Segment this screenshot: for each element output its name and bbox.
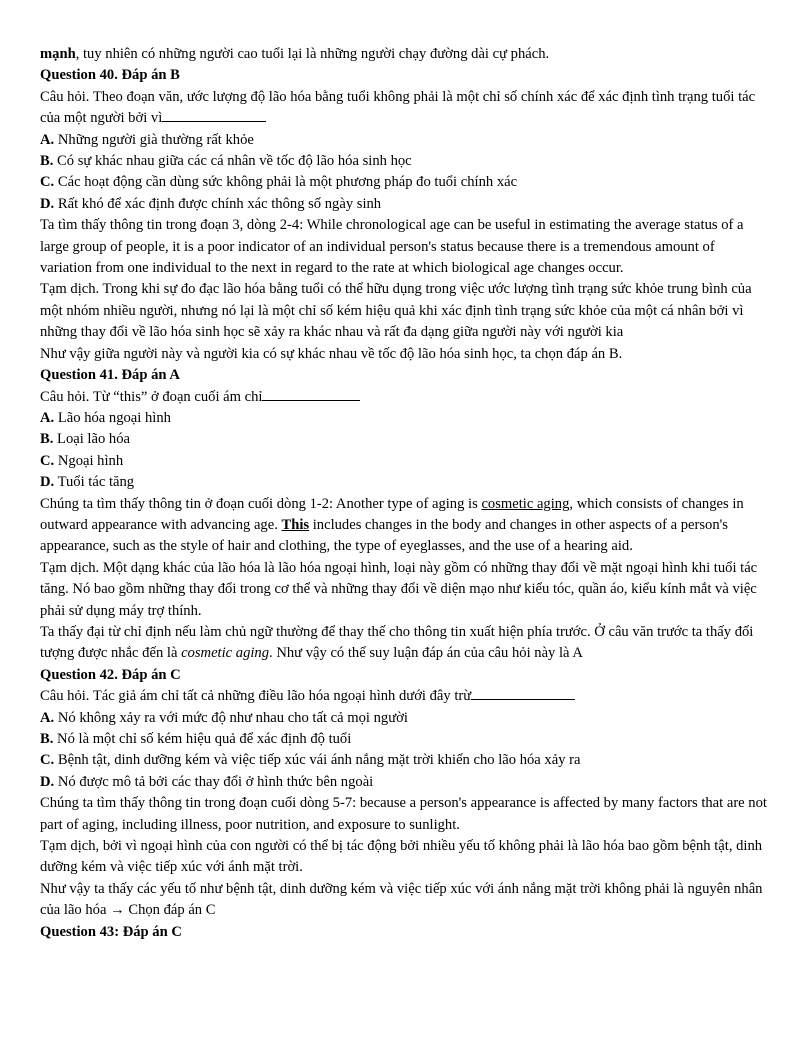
q42-conclusion: Như vậy ta thấy các yếu tố như bệnh tật, dinh dưỡng kém và việc tiếp xúc với ánh nắng mặt trời không phải là nguyên nhân của lão hóa → Chọn đáp án C [40,880,763,919]
q40-option-a: A. Những người già thường rất khỏe [40,131,254,148]
q41-question: Câu hỏi. Từ “this” ở đoạn cuối ám chỉ [40,387,770,408]
q40-option-d: D. Rất khó để xác định được chính xác thông số ngày sinh [40,195,382,212]
q41-option-a: A. Lão hóa ngoại hình [40,409,171,426]
q41-option-c: C. Ngoại hình [40,452,124,469]
q42-question: Câu hỏi. Tác giả ám chỉ tất cả những điều lão hóa ngoại hình dưới đây trừ [40,686,770,707]
italic-phrase: cosmetic aging [181,645,270,662]
q41-heading: Question 41. Đáp án A [40,367,180,384]
q40-option-b: B. Có sự khác nhau giữa các cá nhân về tốc độ lão hóa sinh học [40,153,412,170]
q41-evidence: Chúng ta tìm thấy thông tin ở đoạn cuối dòng 1-2: Another type of aging is cosmetic aging, which consists of changes in outward appearance with advancing age. This includes changes in the body and changes in other aspects of a person's appearance, such as the style of hair and clothing, the type of eyeglasses, and the use of a hearing aid. [40,495,744,555]
q42-option-a: A. Nó không xảy ra với mức độ như nhau cho tất cả mọi người [40,709,408,726]
q42-heading: Question 42. Đáp án C [40,666,181,683]
intro-bold: mạnh [40,46,76,62]
q42-option-b: B. Nó là một chỉ số kém hiệu quả để xác định độ tuổi [40,731,352,747]
q40-evidence: Ta tìm thấy thông tin trong đoạn 3, dòng 2-4: While chronological age can be useful in estimating the average status of a large group of people, it is a poor indicator of an individual person's status because there is a tremendous amount of variation from one individual to the next in regard to the rate at which biological age changes occur. [40,217,744,277]
underlined-bold-this: This [281,516,310,533]
intro-line [40,44,770,65]
q40-question: Câu hỏi. Theo đoạn văn, ước lượng độ lão hóa bằng tuổi không phải là một chỉ số chính xác để xác định tình trạng tuổi tác của một người bởi vì [40,88,756,127]
q40-conclusion: Như vậy giữa người này và người kia có sự khác nhau về tốc độ lão hóa sinh học, ta chọn đáp án B. [40,345,623,362]
q42-translation: Tạm dịch, bởi vì ngoại hình của con người có thể bị tác động bởi nhiều yếu tố không phải là lão hóa bao gồm bệnh tật, dinh dưỡng kém và việc tiếp xúc với ánh mặt trời. [40,838,763,876]
q40-translation: Tạm dịch. Trong khi sự đo đạc lão hóa bằng tuổi có thể hữu dụng trong việc ước lượng tình trạng sức khỏe trung bình của một nhóm nhiều người, nhưng nó lại là một chỉ số kém hiệu quả khi xác định tình trạng sức khỏe của một cá nhân bởi vì những thay đổi về lão hóa sinh học sẽ xảy ra khác nhau và rất đa dạng giữa người này với người kia [40,281,752,341]
intro-text: , tuy nhiên có những người cao tuổi lại là những người chạy đường dài cự phách. [75,46,550,62]
answer-blank [262,387,360,401]
answer-blank [162,108,266,122]
q41-conclusion: Ta thấy đại từ chỉ định nếu làm chủ ngữ thường để thay thế cho thông tin xuất hiện phía trước. Ở câu văn trước ta thấy đối tượng được nhắc đến là cosmetic aging. Như vậy có thể suy luận đáp án của câu hỏi này là A [40,623,754,662]
q41-option-d: D. Tuổi tác tăng [40,474,135,491]
underlined-phrase: cosmetic aging [481,495,570,512]
q40-option-c: C. Các hoạt động cần dùng sức không phải là một phương pháp đo tuổi chính xác [40,174,518,191]
q41-translation: Tạm dịch. Một dạng khác của lão hóa là lão hóa ngoại hình, loại này gồm có những thay đổi về mặt ngoại hình khi tuổi tác tăng. Nó bao gồm những thay đổi trong cơ thể và những thay đổi về diện mạo như kiểu tóc, quần áo, kiểu kính mắt và việc phải sử dụng máy trợ thính. [40,559,758,619]
q42-evidence: Chúng ta tìm thấy thông tin trong đoạn cuối dòng 5-7: because a person's appearance is affected by many factors that are not part of aging, including illness, poor nutrition, and exposure to sunlight. [40,795,767,833]
q40-heading: Question 40. Đáp án B [40,67,180,84]
answer-blank [471,686,575,700]
q43-heading: Question 43: Đáp án C [40,923,182,940]
q41-option-b: B. Loại lão hóa [40,431,130,448]
q42-option-c: C. Bệnh tật, dinh dưỡng kém và việc tiếp xúc vái ánh nắng mặt trời khiến cho lão hóa xảy ra [40,752,581,769]
q42-option-d: D. Nó được mô tả bởi các thay đổi ở hình thức bên ngoài [40,773,374,790]
